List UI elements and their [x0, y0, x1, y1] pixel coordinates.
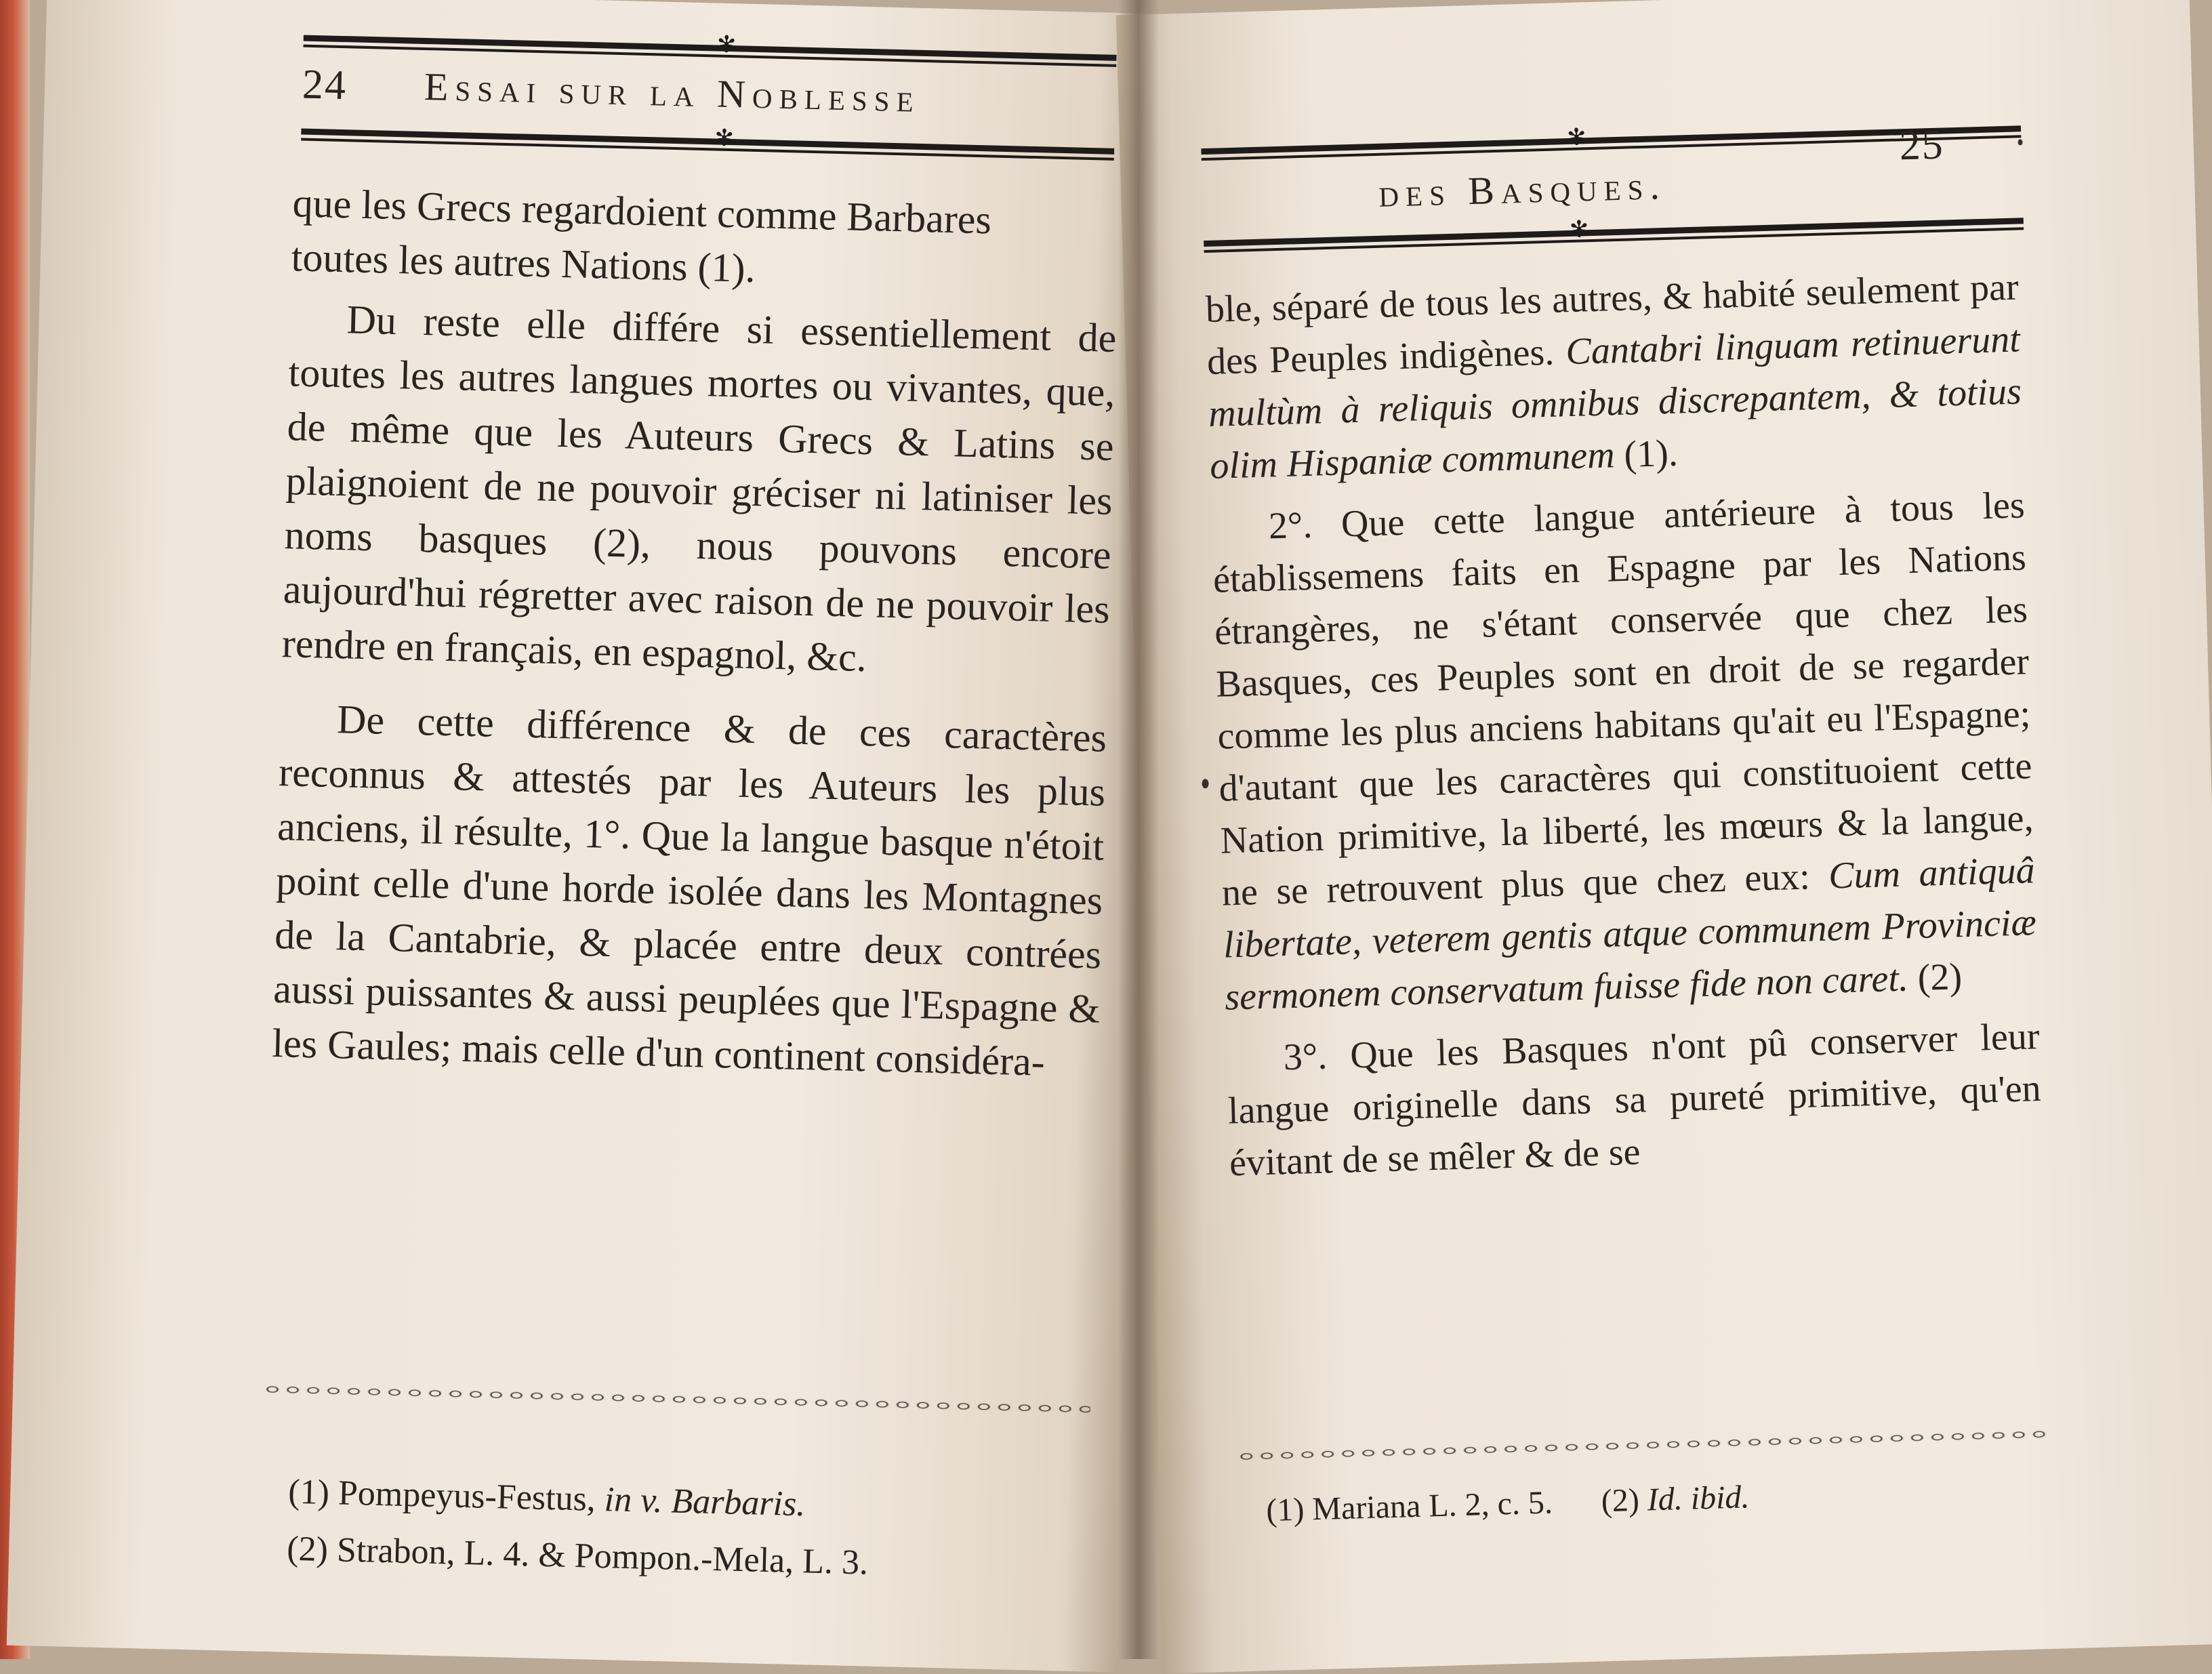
footnote: (2) Strabon, L. 4. & Pompon.-Mela, L. 3.: [286, 1529, 869, 1583]
ink-spot: [1202, 779, 1208, 788]
left-page: [7, 0, 1158, 1673]
footnote-divider: [264, 1382, 1090, 1417]
right-footnotes: [1265, 1469, 1750, 1539]
footnote-pair: (1) Mariana L. 2, c. 5. (2) Id. ibid.: [1265, 1479, 1750, 1529]
running-head: des Basques.: [1378, 163, 1667, 216]
rule-ornament-icon: ✻: [1569, 216, 1589, 243]
running-head: Essai sur la Noblesse: [424, 64, 921, 121]
text-line: toutes les autres Nations (1).: [291, 234, 756, 291]
right-body-text: [1205, 262, 2043, 1190]
paragraph: 2°. Que cette langue antérieure à tous les établissemens faits en Espagne par les Nations étrangères, ne s'étant conservée que chez les Basques, ces Peuples sont en droit de se regarder comme les plus anciens habitans qu'ait eu l'Espagne; d'autant que les caractères qui constituoient cette Nation primitive, la liberté, les mœurs & la langue, ne se retrouvent plus que chez eux: Cum antiquâ libertate, veterem gentis atque communem Provinciæ sermonem conservatum fuisse fide non caret. (2): [1212, 484, 2037, 1019]
footnote-divider: [1237, 1427, 2051, 1464]
header-rule-top: [1201, 125, 2021, 161]
header-rule-top: [303, 30, 1116, 67]
right-page: [1116, 0, 2212, 1674]
header-rule-bottom: [301, 129, 1114, 161]
rule-ornament-icon: ✻: [714, 124, 735, 152]
left-body-text: [272, 176, 1120, 1090]
paragraph: De cette différence & de ces caractères reconnus & attestés par les Auteurs les plus anciens, il résulte, 1°. Que la langue basque n'étoit point celle d'une horde isolée dans les Montagnes de la Cantabrie, & placée entre deux contrées aussi puissantes & aussi peuplées que l'Espagne & les Gaules; mais celle d'un continent considéra-: [271, 697, 1107, 1084]
paragraph: ble, séparé de tous les autres, & habité seulement par des Peuples indigènes. Cantabri linguam retinuerunt multùm à reliquis omnibus discrepantem, & totius olim Hispaniæ communem (1).: [1205, 266, 2022, 487]
right-page-header: [1116, 0, 2189, 243]
paragraph: 3°. Que les Basques n'ont pû conserver leur langue originelle dans sa pureté primitive, qu'en évitant de se mêler & de se: [1227, 1015, 2042, 1185]
footnote: (1) Pompeyus-Festus, in v. Barbaris.: [287, 1472, 806, 1524]
ink-spot: [2018, 139, 2022, 145]
paragraph: Du reste elle différe si essentiellement de toutes les autres langues mortes ou vivantes, que, de même que les Auteurs Grecs & Latins se plaignoient de ne pouvoir gréciser ni latiniser les noms basques (2), nous pouvons encore aujourd'hui régretter avec raison de ne pouvoir les rendre en français, en espagnol, &c.: [281, 297, 1118, 680]
rule-ornament-icon: ✻: [716, 30, 737, 59]
book-gutter: [1118, 0, 1159, 1659]
text-line: que les Grecs regardoient comme Barbares: [292, 180, 992, 243]
header-rule-bottom: [1204, 218, 2024, 253]
page-number: 25: [1898, 121, 1945, 169]
left-footnotes: [286, 1464, 870, 1592]
page-number: 24: [302, 61, 348, 109]
rule-ornament-icon: ✻: [1566, 123, 1587, 152]
left-page-header: [47, 0, 1159, 152]
